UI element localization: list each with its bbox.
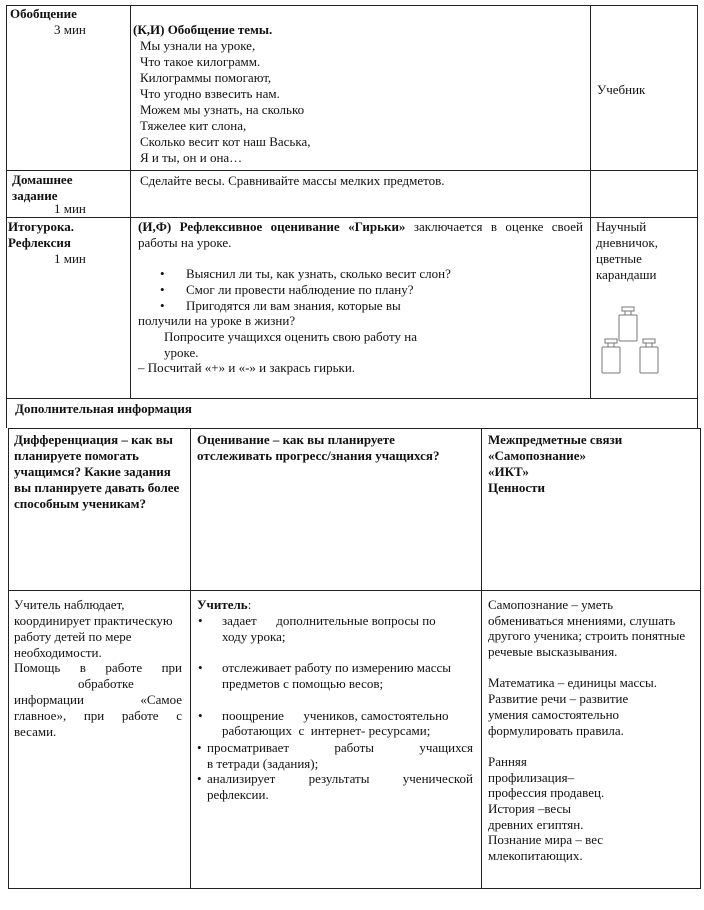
assessment-item: в тетради (задания); bbox=[207, 756, 319, 771]
col-divider bbox=[481, 428, 482, 889]
weights-icon bbox=[600, 305, 670, 375]
poem-line: Тяжелее кит слона, bbox=[140, 118, 247, 133]
links-line: профилизация– bbox=[488, 769, 575, 785]
links-line: профессия продавец. bbox=[488, 785, 605, 801]
assessment-item: ходу урока; bbox=[222, 629, 286, 644]
table-border bbox=[6, 5, 7, 428]
stage-time: 1 мин bbox=[54, 201, 86, 216]
extra-info-title: Дополнительная информация bbox=[15, 401, 192, 416]
links-line bbox=[488, 660, 685, 676]
assessment-item: рефлексии. bbox=[207, 787, 269, 802]
assessment-item: просматривает работы учащихся bbox=[207, 740, 473, 755]
assessment-item: анализирует результаты ученической bbox=[207, 771, 473, 786]
poem-line: Можем мы узнать, на сколько bbox=[140, 102, 305, 117]
stage-label: Домашнее задание bbox=[12, 172, 73, 203]
col1-line: работу детей по мере bbox=[14, 629, 132, 644]
bullet-dot: • bbox=[197, 771, 202, 786]
question: Пригодятся ли вам знания, которые вы bbox=[186, 298, 401, 313]
poem-line: Сколько весит кот наш Васька, bbox=[140, 134, 311, 149]
links-line: История –весы bbox=[488, 800, 572, 816]
header-assessment: Оценивание – как вы планируете отслеживать прогресс/знания учащихся? bbox=[197, 432, 440, 463]
table-border bbox=[6, 5, 697, 6]
table-border bbox=[700, 428, 701, 889]
bullet-dot: • bbox=[198, 660, 203, 675]
poem-line: Мы узнали на уроке, bbox=[140, 38, 256, 53]
poem-line: Килограммы помогают, bbox=[140, 70, 272, 85]
instruction: – Посчитай «+» и «-» и закрась гирьки. bbox=[138, 360, 356, 375]
row-divider bbox=[8, 590, 700, 591]
links-line: Познание мира – вес bbox=[488, 832, 604, 848]
links-line: обмениваться мнениями, слушать bbox=[488, 612, 676, 628]
assessment-item: поощрение учеников, самостоятельно bbox=[222, 708, 449, 723]
reflection-desc: работы на уроке. bbox=[138, 235, 232, 250]
links-line: Самопознание – уметь bbox=[488, 597, 614, 612]
stage-label: Рефлексия bbox=[8, 235, 71, 250]
bullet-dot: • bbox=[160, 298, 165, 313]
question: Выяснил ли ты, как узнать, сколько весит слон? bbox=[186, 266, 451, 281]
resources: Учебник bbox=[597, 82, 646, 97]
stage-label: Обобщение bbox=[10, 6, 77, 21]
assessment-item: работающих с интернет- ресурсами; bbox=[222, 723, 431, 738]
bullet-dot: • bbox=[160, 282, 165, 297]
col-divider bbox=[590, 5, 591, 398]
resources: цветные bbox=[596, 251, 642, 266]
stage-time: 1 мин bbox=[54, 251, 86, 266]
col1-line: главное», при работе с bbox=[14, 708, 182, 723]
header-links: «Самопознание» bbox=[488, 448, 587, 463]
table-border bbox=[8, 888, 700, 889]
col-divider bbox=[190, 428, 191, 889]
assessment-item: задает дополнительные вопросы по bbox=[222, 613, 436, 628]
header-links: Межпредметные связи bbox=[488, 432, 623, 447]
links-line: Ранняя bbox=[488, 753, 527, 769]
col-divider bbox=[130, 5, 131, 398]
poem-line: Что такое килограмм. bbox=[140, 54, 261, 69]
header-differentiation: Дифференциация – как вы планируете помогать учащимся? Какие задания вы планируете давать более способным ученикам? bbox=[14, 432, 180, 511]
row-divider bbox=[6, 170, 697, 171]
header-links: «ИКТ» bbox=[488, 464, 529, 479]
links-line: Математика – единицы массы. bbox=[488, 675, 657, 691]
links-line: формулировать правила. bbox=[488, 722, 624, 738]
links-line: умения самостоятельно bbox=[488, 706, 620, 722]
bullet-dot: • bbox=[197, 740, 202, 755]
teacher-label: Учитель: bbox=[197, 597, 252, 612]
col1-line: информации «Самое bbox=[14, 692, 182, 707]
row-divider bbox=[6, 217, 697, 218]
poem-line: Я и ты, он и она… bbox=[140, 150, 243, 165]
links-line: древних египтян. bbox=[488, 816, 584, 832]
resources: дневничок, bbox=[596, 235, 658, 250]
table-border bbox=[8, 428, 700, 429]
question-cont: получили на уроке в жизни? bbox=[138, 313, 296, 328]
stage-time: 3 мин bbox=[54, 22, 86, 37]
table-border bbox=[697, 5, 698, 428]
resources: карандаши bbox=[596, 267, 657, 282]
links-line: другого ученика; строить понятные bbox=[488, 628, 686, 644]
instruction: уроке. bbox=[164, 345, 199, 360]
bullet-dot: • bbox=[198, 613, 203, 628]
col1-line: Помощь в работе при bbox=[14, 660, 182, 675]
col1-line: Учитель наблюдает, bbox=[14, 597, 125, 612]
bullet-dot: • bbox=[198, 708, 203, 723]
header-links: Ценности bbox=[488, 480, 546, 495]
bullet-dot: • bbox=[160, 266, 165, 281]
links-line bbox=[488, 738, 685, 754]
links-line: речевые высказывания. bbox=[488, 644, 618, 660]
resources: Научный bbox=[596, 219, 647, 234]
col1-line: координирует практическую bbox=[14, 613, 173, 628]
reflection-heading bbox=[138, 219, 583, 235]
instruction: Попросите учащихся оценить свою работу на bbox=[164, 329, 417, 344]
links-line: Развитие речи – развитие bbox=[488, 691, 629, 707]
row-divider bbox=[6, 398, 697, 399]
question: Смог ли провести наблюдение по плану? bbox=[186, 282, 414, 297]
table-border bbox=[8, 428, 9, 889]
col1-line: весами. bbox=[14, 724, 57, 739]
reflection-title: (И,Ф) Рефлексивное оценивание «Гирьки» bbox=[138, 219, 406, 234]
teacher-label-text: Учитель bbox=[197, 597, 248, 612]
reflection-desc: заключается в оценке своей bbox=[413, 219, 583, 234]
col1-line: обработке bbox=[78, 676, 134, 691]
assessment-item: предметов с помощью весов; bbox=[222, 676, 384, 691]
activity-heading: (К,И) Обобщение темы. bbox=[133, 22, 273, 37]
homework-text: Сделайте весы. Сравнивайте массы мелких предметов. bbox=[140, 173, 445, 188]
links-line: млекопитающих. bbox=[488, 848, 583, 863]
assessment-item: отслеживает работу по измерению массы bbox=[222, 660, 451, 675]
stage-label: Итогурока. bbox=[8, 219, 75, 234]
poem-line: Что угодно взвесить нам. bbox=[140, 86, 280, 101]
cross-curricular-links bbox=[488, 597, 685, 864]
col1-line: необходимости. bbox=[14, 645, 102, 660]
